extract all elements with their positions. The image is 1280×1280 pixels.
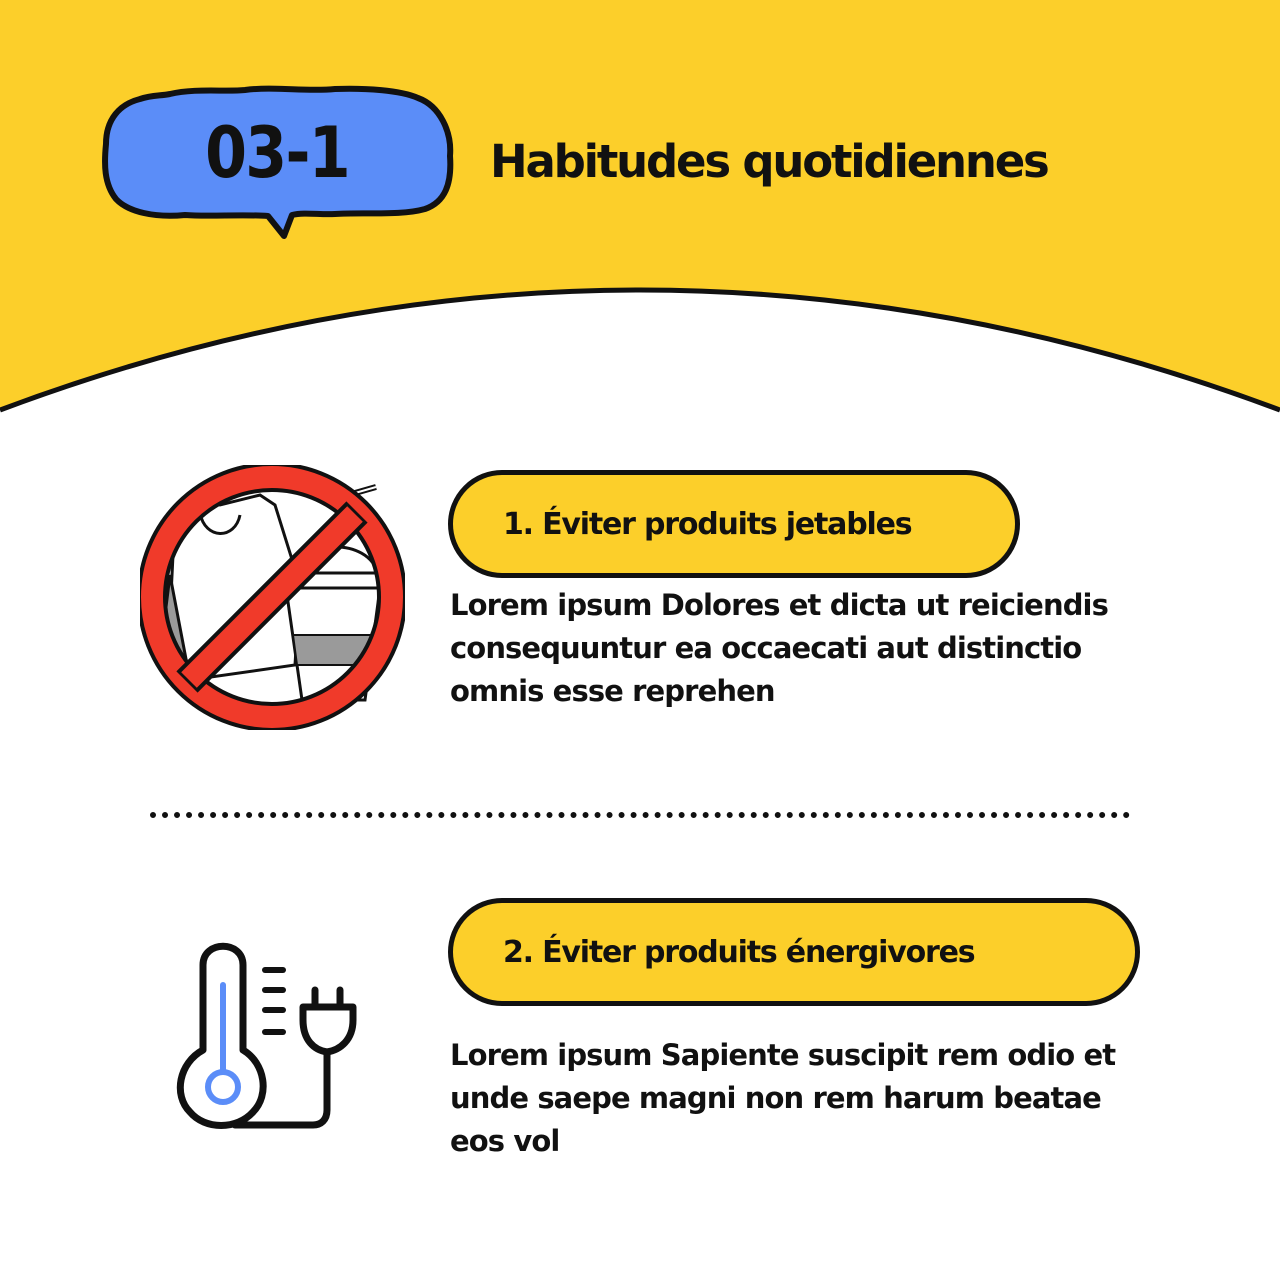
thermometer-plug-icon bbox=[175, 935, 370, 1135]
dotted-divider bbox=[150, 812, 1130, 818]
page-title: Habitudes quotidiennes bbox=[490, 134, 1048, 188]
no-disposable-plastic-icon bbox=[140, 465, 405, 730]
section-number: 03-1 bbox=[205, 112, 349, 194]
item-2-heading-pill bbox=[448, 898, 1140, 1006]
item-1-heading-pill bbox=[448, 470, 1020, 578]
item-2-text: Lorem ipsum Sapiente suscipit rem odio et unde saepe magni non rem harum beatae eos vol bbox=[450, 1038, 1116, 1158]
item-1-text: Lorem ipsum Dolores et dicta ut reiciendis consequuntur ea occaecati aut distinctio omnis esse reprehen bbox=[450, 588, 1108, 708]
item-2-heading: 2. Éviter produits énergivores bbox=[503, 934, 975, 970]
item-1-heading: 1. Éviter produits jetables bbox=[503, 506, 912, 542]
